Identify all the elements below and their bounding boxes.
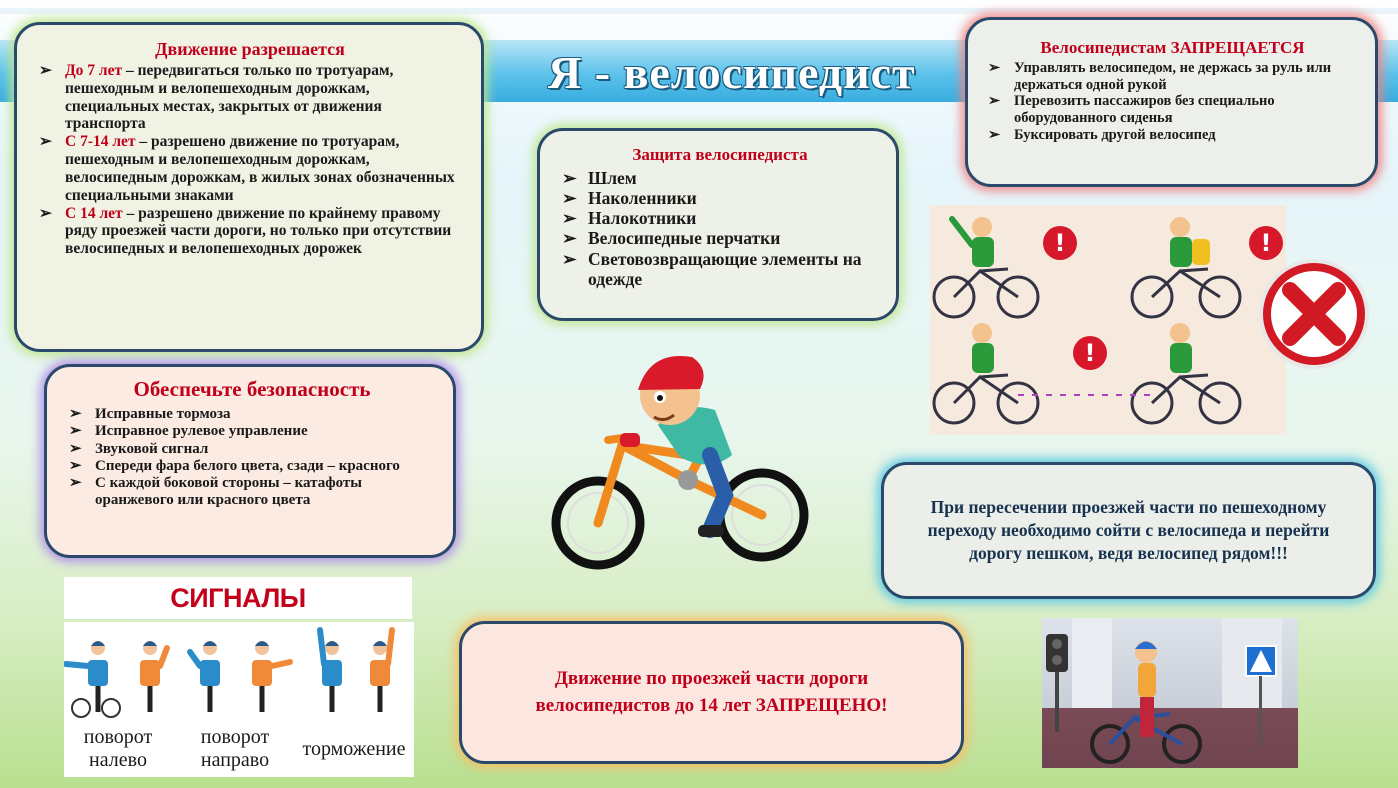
forbidden-item: ➢ Управлять велосипедом, не держась за руль или держаться одной рукой <box>988 60 1332 93</box>
traffic-light-icon <box>1046 634 1068 732</box>
road-ban-text: Движение по проезжей части дороги велосипедистов до 14 лет ЗАПРЕЩЕНО! <box>535 667 888 716</box>
forbidden-item: ➢ Буксировать другой велосипед <box>988 126 1216 143</box>
signal-right-turn-figure <box>190 641 290 712</box>
movement-rules-box <box>14 22 484 352</box>
bullet-arrow-icon: ➢ <box>562 248 577 269</box>
safety-item: ➢ Спереди фара белого цвета, сзади – красного <box>69 457 400 474</box>
top-stripe <box>0 8 1398 14</box>
bullet-arrow-icon: ➢ <box>39 133 52 151</box>
crossing-text: При пересечении проезжей части по пешеходному переходу необходимо сойти с велосипеда и перейти дорогу пешком, ведя велосипед рядом!!! <box>927 497 1330 563</box>
bullet-arrow-icon: ➢ <box>988 126 1001 143</box>
warning-exclamation-icon <box>1043 226 1283 370</box>
movement-rules-title: Движение разрешается <box>155 39 345 59</box>
forbidden-item: ➢ Перевозить пассажиров без специально оборудованного сиденья <box>988 93 1275 127</box>
forbidden-list <box>984 60 1361 143</box>
bullet-arrow-icon: ➢ <box>69 457 82 474</box>
bullet-arrow-icon: ➢ <box>69 406 82 422</box>
bullet-arrow-icon: ➢ <box>562 188 577 209</box>
movement-rule-item: ➢ С 14 лет – разрешено движение по крайнему правому ряду проезжей части дороги, но только при отсутствии велосипедных и велопешеходных дорожек <box>39 204 452 258</box>
red-cross-icon <box>1256 256 1372 372</box>
forbidden-behaviors-illustration <box>930 205 1286 435</box>
safety-item: ➢ С каждой боковой стороны – катафоты оранжевого или красного цвета <box>69 475 362 509</box>
bullet-arrow-icon: ➢ <box>39 204 52 222</box>
protection-item: ➢ Световозвращающие элементы на одежде <box>562 248 862 289</box>
bullet-arrow-icon: ➢ <box>562 208 577 229</box>
cyclist-illustration <box>550 345 810 580</box>
safety-item: ➢ Исправные тормоза <box>69 406 231 422</box>
movement-rules-list <box>35 62 465 258</box>
bullet-arrow-icon: ➢ <box>562 168 577 188</box>
forbidden-box <box>965 17 1378 187</box>
protection-item: ➢ Шлем <box>562 168 637 188</box>
protection-list <box>558 168 882 289</box>
bullet-arrow-icon: ➢ <box>69 423 82 440</box>
svg-text:!: ! <box>1054 229 1066 257</box>
protection-title: Защита велосипедиста <box>632 145 808 164</box>
crosswalk-illustration <box>1042 618 1298 768</box>
signal-left-turn-figure <box>66 641 167 717</box>
forbidden-title: Велосипедистам ЗАПРЕЩАЕТСЯ <box>1040 38 1305 57</box>
safety-item: ➢ Исправное рулевое управление <box>69 423 308 440</box>
svg-text:!: ! <box>1260 229 1272 257</box>
bullet-arrow-icon: ➢ <box>39 62 52 79</box>
safety-box <box>44 364 456 558</box>
page-title: Я - велосипедист <box>548 47 916 98</box>
protection-item: ➢ Наколенники <box>562 188 697 209</box>
signals-title: СИГНАЛЫ <box>64 577 412 619</box>
signal-caption-right: поворот направо <box>200 726 270 771</box>
bullet-arrow-icon: ➢ <box>69 475 82 491</box>
signal-caption-left: поворот налево <box>83 726 153 771</box>
signals-panel <box>64 622 414 777</box>
safety-list <box>65 406 439 510</box>
movement-rule-item: ➢ С 7-14 лет – разрешено движение по тротуарам, пешеходным и велопешеходным дорожкам, велосипедным дорожкам, в жилых зонах обозначенных специальными знаками <box>39 133 455 204</box>
bullet-arrow-icon: ➢ <box>988 60 1001 76</box>
bullet-arrow-icon: ➢ <box>69 440 82 457</box>
protection-item: ➢ Велосипедные перчатки <box>562 228 781 249</box>
signal-braking-figure <box>320 630 392 712</box>
safety-title: Обеспечьте безопасность <box>133 377 371 401</box>
safety-item: ➢ Звуковой сигнал <box>69 440 209 457</box>
signal-caption-brake: торможение <box>302 738 406 760</box>
bullet-arrow-icon: ➢ <box>988 93 1001 110</box>
road-ban-box <box>459 621 964 764</box>
protection-box <box>537 128 899 321</box>
signals-illustration <box>64 622 414 722</box>
svg-text:!: ! <box>1084 339 1096 367</box>
protection-item: ➢ Налокотники <box>562 208 697 229</box>
bullet-arrow-icon: ➢ <box>562 228 577 249</box>
movement-rule-item: ➢ До 7 лет – передвигаться только по тротуарам, пешеходным и велопешеходным дорожкам, специальных местах, закрытых от движения транспорта <box>39 62 394 133</box>
crossing-box <box>881 462 1376 599</box>
